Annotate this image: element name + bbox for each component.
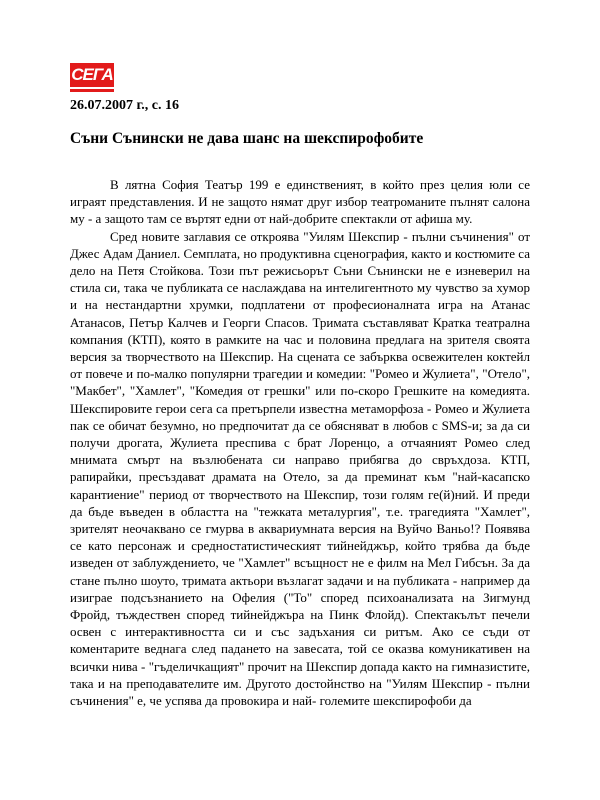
logo-text: СЕГА: [70, 63, 114, 87]
publication-date: 26.07.2007 г., с. 16: [70, 98, 179, 113]
article-paragraph: В лятна София Театър 199 е единственият, в който през целия юли се играят представления. И не защото нямат друг избор театроманите пълнят салона му - а защото там се въртят едни от най-добрите спектакли от афиша му.: [70, 177, 530, 227]
article-title: Съни Сънински не дава шанс на шекспирофобите: [70, 130, 424, 147]
logo-underline: [70, 89, 114, 92]
newspaper-logo: [70, 63, 114, 95]
article-body: [70, 176, 530, 709]
article-paragraph: Сред новите заглавия се откроява "Уилям Шекспир - пълни съчинения" от Джес Адам Даниел. Семплата, но продуктивна сценография, както и костюмите са дело на Петя Стойкова. Този път режисьорът Съни Сънински не е изневерил на стила си, така че публиката се наслаждава на интелигентното му чувство за хумор и на нестандартни хрумки, подплатени от професионалната игра на Атанас Атанасов, Петър Калчев и Георги Спасов. Тримата съставляват Кратка театрална компания (КТП), която в рамките на час и половина предлага на зрителя своята версия за творчеството на Шекспир. На сцената се забърква освежителен коктейл от повече и по-малко популярни трагедии и комедии: "Ромео и Жулиета", "Отело", "Макбет", "Хамлет", "Комедия от грешки" или по-скоро Грешките на комедията. Шекспировите герои сега са претърпели известна метаморфоза - Ромео и Жулиета пак се обичат безумно, но предпочитат да се обясняват в любов с SMS-и; за да си получи дрогата, Жулиета преспива с брат Лоренцо, а отчаяният Ромео след мнимата смърт на възлюбената си направо прибягва до свръхдоза. КТП, рапирайки, пресъздават драмата на Отело, за да преминат към "най-касапско карантиениe" период от творчеството на Шекспир, този голям ге(й)ний. И преди да бъде въведен в областта на "тежката металургия", т.е. трагедията "Хамлет", зрителят неочаквано се гмурва в аквариумната версия на Вуйчо Ваньо!? Появява се като персонаж и средностатистическият тийнейджър, който трябва да бъде изведен от заблуждението, че "Хамлет" всъщност не е филм на Мел Гибсън. За да стане пълно шоуто, тримата актьори възлагат задачи и на публиката - например да изиграе подсъзнанието на Офелия ("То" според психоанализата на Зигмунд Фройд, тъждествен според тийнейджъра на Пинк Флойд). Спектакълът печели освен с интерактивността си и със задъхания си ритъм. Ако се съди от коментарите веднага след падането на завесата, той се оказва комуникативен на всички нива - "гъделичкащият" прочит на Шекспир допада както на гимназистите, така и на преподавателите им. Другото достойнство на "Уилям Шекспир - пълни съчинения" е, че успява да провокира и най- големите шекспирофоби да: [70, 228, 530, 709]
